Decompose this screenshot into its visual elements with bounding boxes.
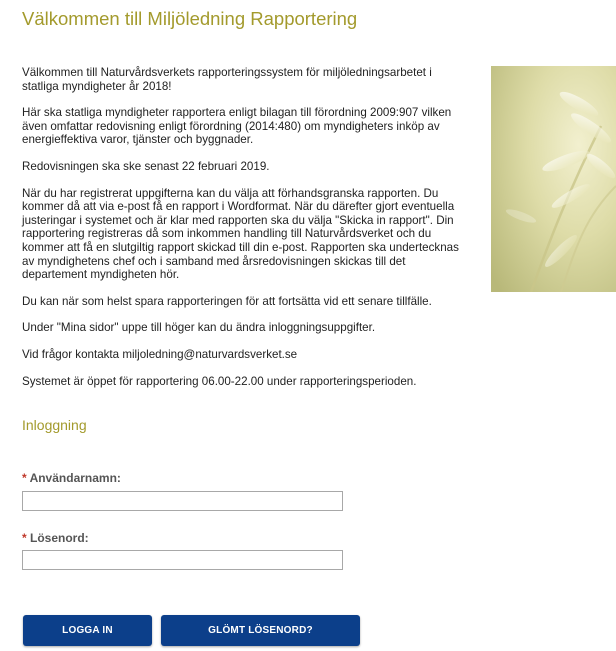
password-label	[22, 531, 89, 545]
intro-paragraph-hours: Systemet är öppet för rapportering 06.00-22.00 under rapporteringsperioden.	[22, 374, 417, 388]
required-mark: *	[22, 531, 27, 545]
intro-text	[22, 66, 462, 401]
intro-paragraph-my-pages: Under "Mina sidor" uppe till höger kan du ändra inloggningsuppgifter.	[22, 321, 376, 335]
login-button[interactable]: LOGGA IN	[23, 615, 152, 646]
intro-paragraph-contact: Vid frågor kontakta miljoledning@naturvardsverket.se	[22, 347, 298, 361]
page-title: Välkommen till Miljöledning Rapportering	[22, 8, 358, 29]
password-input[interactable]	[22, 550, 343, 570]
username-label	[22, 471, 121, 485]
intro-paragraph-regulation: Här ska statliga myndigheter rapportera enligt bilagan till förordning 2009:907 vilken även omfattar redovisning enligt förordning (2014:480) om myndigheters inköp av energieffektiva varor, tjänster och byggnader.	[22, 106, 452, 147]
grass-stalk-image	[491, 66, 616, 292]
login-heading: Inloggning	[22, 417, 87, 433]
intro-paragraph-welcome: Välkommen till Naturvårdsverkets rapporteringssystem för miljöledningsarbetet i statliga myndigheter år 2018!	[22, 66, 432, 93]
username-input[interactable]	[22, 491, 343, 511]
forgot-password-button[interactable]: GLÖMT LÖSENORD?	[161, 615, 360, 646]
password-label-text: Lösenord:	[30, 531, 89, 545]
intro-paragraph-deadline: Redovisningen ska ske senast 22 februari 2019.	[22, 159, 270, 173]
intro-paragraph-process: När du har registrerat uppgifterna kan du välja att förhandsgranska rapporten. Du kommer då att via e-post få en rapport i Wordformat. När du därefter gjort eventuella justeringar i systemet och är klar med rapporten ska du välja "Skicka in rapport". Din rapportering registreras då som inkommen handling till Naturvårdsverket och du kommer att få en slutgiltig rapport skickad till din e-post. Rapporten ska undertecknas av myndighetens chef och i samband med årsredovisningen skickas till det departement myndigheten hör.	[22, 186, 459, 282]
intro-paragraph-save: Du kan när som helst spara rapporteringen för att fortsätta vid ett senare tillfälle.	[22, 294, 432, 308]
username-label-text: Användarnamn:	[29, 471, 121, 485]
required-mark: *	[22, 471, 27, 485]
